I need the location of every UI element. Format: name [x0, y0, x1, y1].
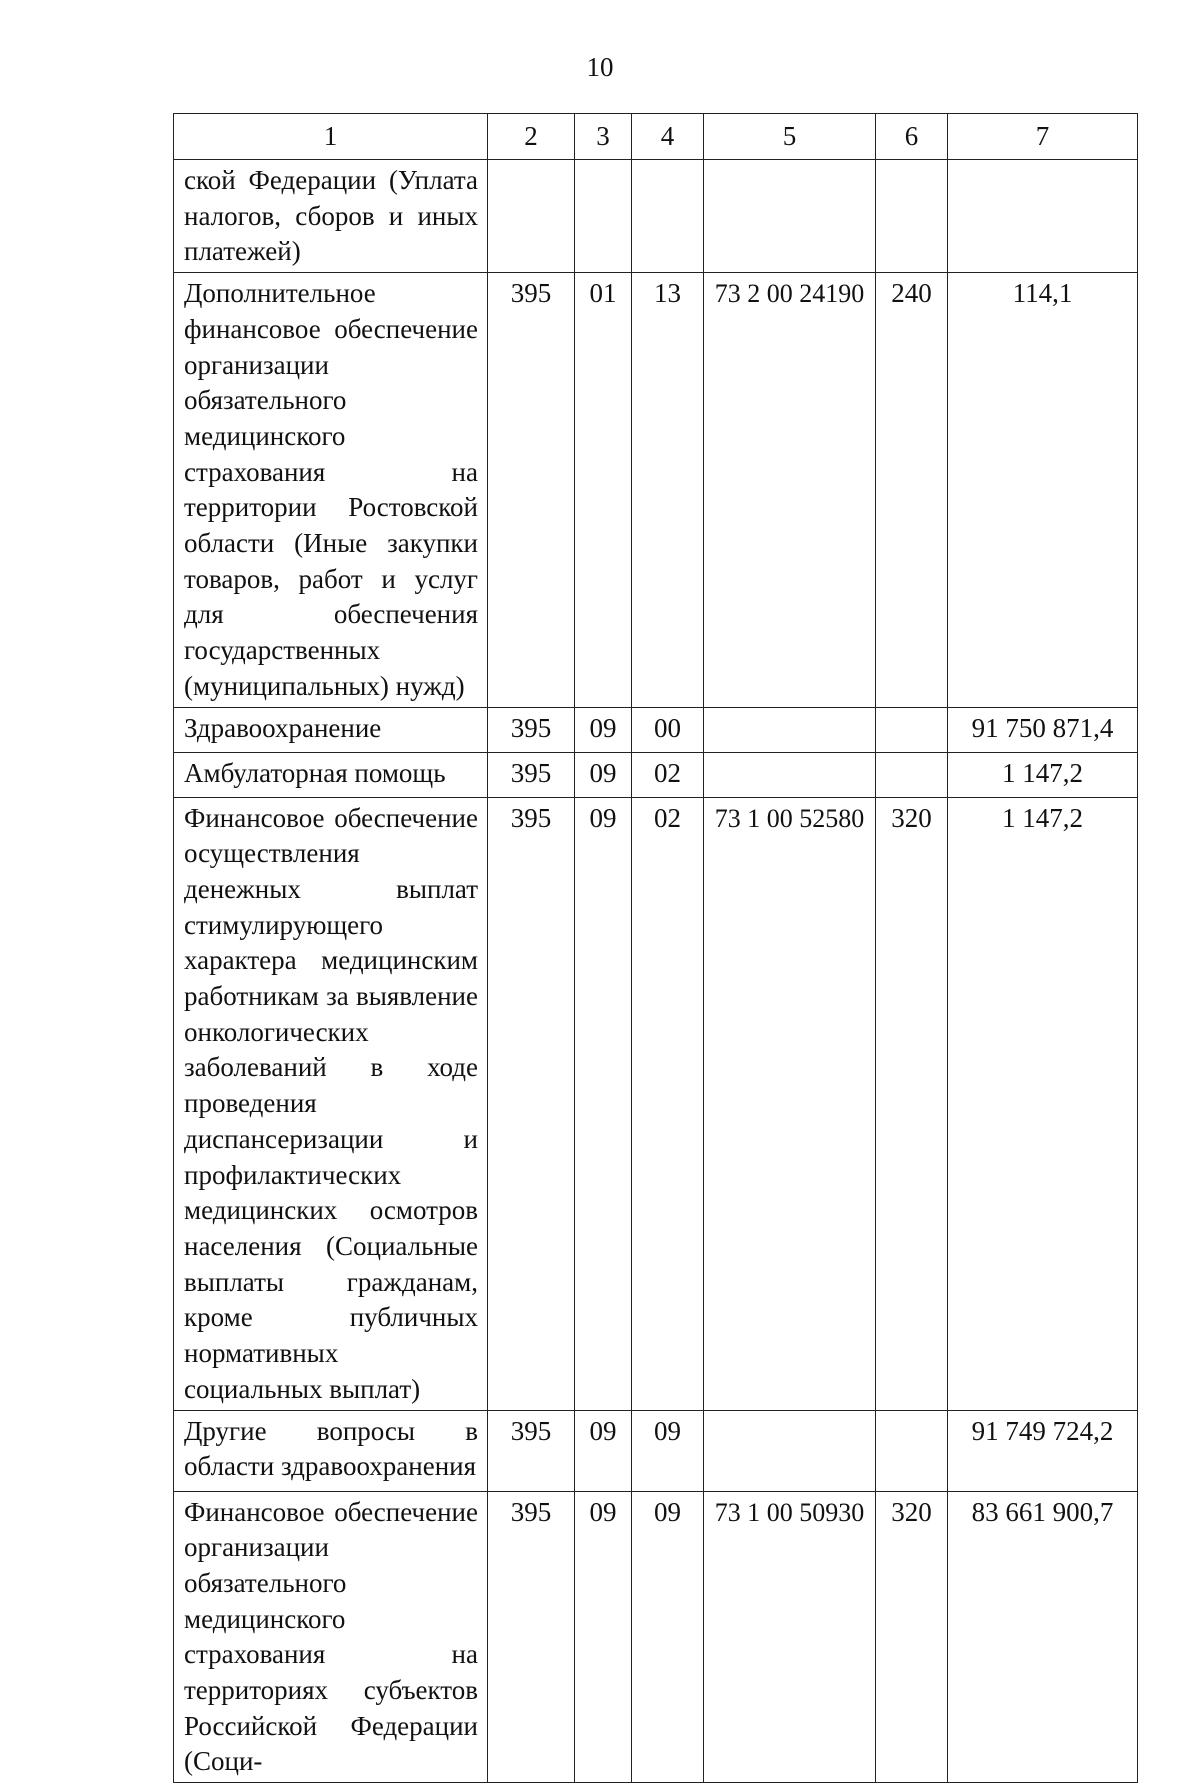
- table-row: [174, 752, 1138, 797]
- row-cell: 00: [632, 707, 704, 752]
- row-cell: 395: [488, 1410, 575, 1491]
- row-name: Здравоохранение: [174, 707, 488, 752]
- row-cell: [488, 160, 575, 273]
- table-row: [174, 1410, 1138, 1491]
- column-header: 5: [704, 114, 876, 160]
- row-cell: 02: [632, 752, 704, 797]
- table-row: [174, 797, 1138, 1410]
- row-cell: 395: [488, 1491, 575, 1783]
- row-amount: 83 661 900,7: [948, 1491, 1138, 1783]
- row-cell: 09: [575, 797, 632, 1410]
- row-cell: [876, 707, 948, 752]
- row-cell: 395: [488, 752, 575, 797]
- row-cell: [632, 160, 704, 273]
- row-amount: 114,1: [948, 273, 1138, 707]
- row-cell: 09: [575, 1410, 632, 1491]
- row-name: Финансовое обеспечение осуществления денежных выплат стимулирующего характера медицинским работникам за выявление онкологических заболеваний в ходе проведения диспансеризации и профилактических медицинских осмотров населения (Социальные выплаты гражданам, кроме публичных нормативных социальных выплат): [174, 797, 488, 1410]
- row-name: Финансовое обеспечение организации обязательного медицинского страхования на территориях субъектов Российской Федерации (Соци-: [174, 1491, 488, 1783]
- row-amount: [948, 160, 1138, 273]
- column-header: 1: [174, 114, 488, 160]
- row-cell: 320: [876, 1491, 948, 1783]
- row-cell: [704, 160, 876, 273]
- row-name: Другие вопросы в области здравоохранения: [174, 1410, 488, 1491]
- row-cell: 09: [575, 707, 632, 752]
- column-header: 4: [632, 114, 704, 160]
- table-row: [174, 273, 1138, 707]
- table-row: [174, 707, 1138, 752]
- row-cell: 09: [575, 1491, 632, 1783]
- row-amount: 91 750 871,4: [948, 707, 1138, 752]
- row-cell: 02: [632, 797, 704, 1410]
- row-cell: 73 2 00 24190: [704, 273, 876, 707]
- column-header: 2: [488, 114, 575, 160]
- row-name: Амбулаторная помощь: [174, 752, 488, 797]
- row-cell: 09: [632, 1410, 704, 1491]
- row-cell: [876, 160, 948, 273]
- row-cell: 09: [575, 752, 632, 797]
- row-cell: 13: [632, 273, 704, 707]
- row-cell: 73 1 00 50930: [704, 1491, 876, 1783]
- row-cell: [876, 1410, 948, 1491]
- row-cell: 320: [876, 797, 948, 1410]
- row-name: Дополнительное финансовое обеспечение организации обязательного медицинского страхования на территории Ростовской области (Иные закупки товаров, работ и услуг для обеспечения государственных (муниципальных) нужд): [174, 273, 488, 707]
- row-cell: [704, 707, 876, 752]
- table-row: [174, 160, 1138, 273]
- column-header: 3: [575, 114, 632, 160]
- row-cell: [704, 752, 876, 797]
- row-cell: [704, 1410, 876, 1491]
- row-name: ской Федерации (Уплата налогов, сборов и иных платежей): [174, 160, 488, 273]
- row-cell: 395: [488, 707, 575, 752]
- row-cell: 01: [575, 273, 632, 707]
- column-header: 7: [948, 114, 1138, 160]
- page-number: 10: [586, 52, 614, 82]
- row-cell: 240: [876, 273, 948, 707]
- table-row: [174, 1491, 1138, 1783]
- row-amount: 91 749 724,2: [948, 1410, 1138, 1491]
- row-amount: 1 147,2: [948, 797, 1138, 1410]
- row-amount: 1 147,2: [948, 752, 1138, 797]
- row-cell: [575, 160, 632, 273]
- column-header: 6: [876, 114, 948, 160]
- row-cell: [876, 752, 948, 797]
- row-cell: 73 1 00 52580: [704, 797, 876, 1410]
- row-cell: 395: [488, 273, 575, 707]
- budget-table: [173, 113, 1138, 1783]
- row-cell: 395: [488, 797, 575, 1410]
- table-header-row: [174, 114, 1138, 160]
- row-cell: 09: [632, 1491, 704, 1783]
